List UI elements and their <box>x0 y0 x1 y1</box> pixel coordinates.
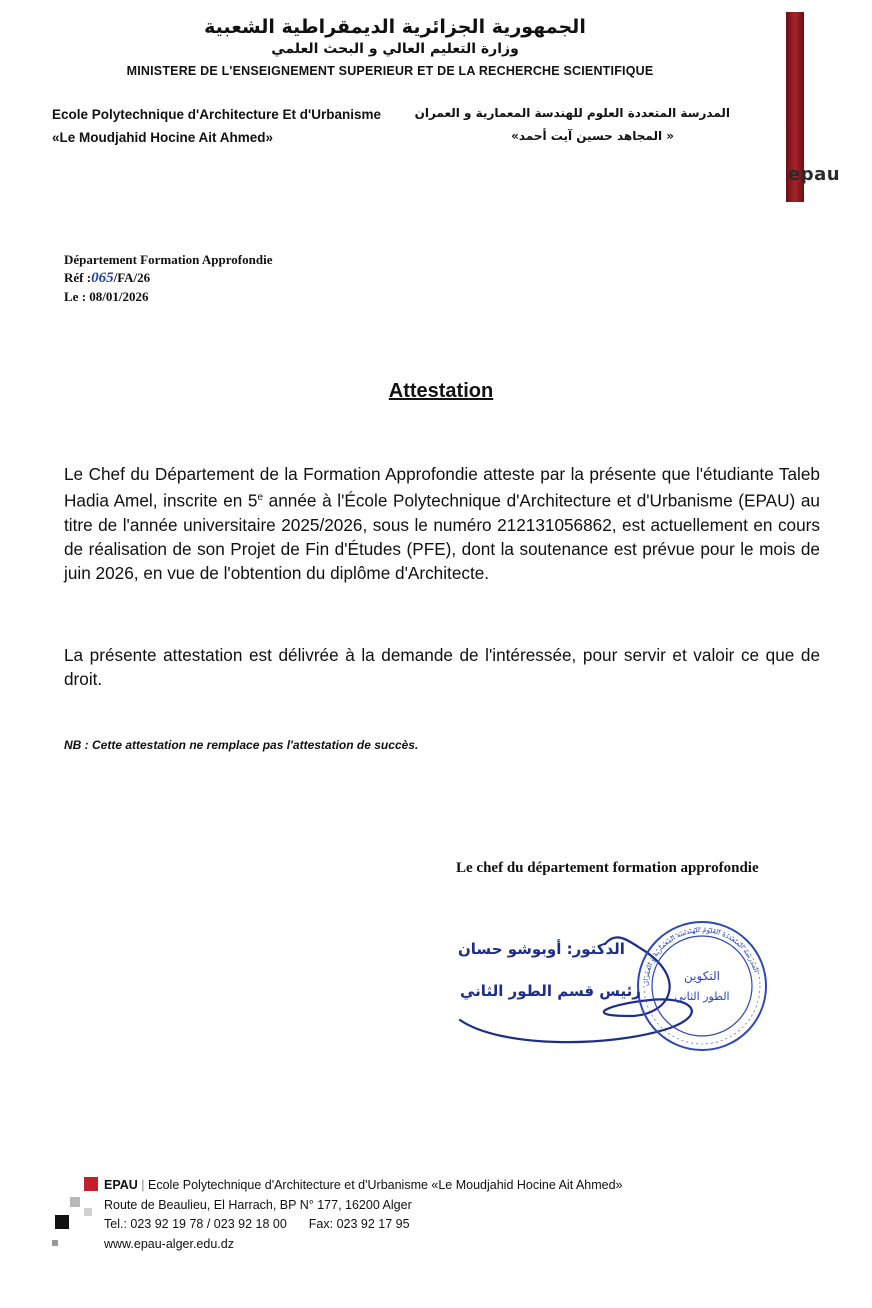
footer-separator: | <box>137 1178 149 1192</box>
footer-tel: Tel.: 023 92 19 78 / 023 92 18 00 <box>104 1217 287 1231</box>
footer-fax: Fax: 023 92 17 95 <box>308 1217 410 1231</box>
stamp-inner-line-2: الطور الثاني <box>674 990 730 1003</box>
footer-brand: EPAU <box>104 1178 138 1192</box>
para1-superscript: e <box>257 492 264 503</box>
para1-text-a: Le Chef du Département de la Formation Approfondie atteste par la présente que l'étudiante Taleb Hadia Amel, inscrite en 5 <box>64 464 820 511</box>
footer-logo-light-square <box>84 1208 92 1216</box>
footer-logo-grey-square <box>70 1197 80 1207</box>
french-ministry-heading: MINISTERE DE L'ENSEIGNEMENT SUPERIEUR ET DE LA RECHERCHE SCIENTIFIQUE <box>126 64 654 78</box>
body-paragraph-1 <box>64 462 820 585</box>
footer-address: Route de Beaulieu, El Harrach, BP N° 177, 16200 Alger <box>104 1198 412 1212</box>
stamp-ring-text: المدرسة المتعددة العلوم للهندسة المعمارية و العمران <box>641 925 761 987</box>
nb-note: NB : Cette attestation ne remplace pas l'attestation de succès. <box>64 738 419 752</box>
footer-logo-black-square <box>55 1215 69 1229</box>
school-name-fr: Ecole Polytechnique d'Architecture Et d'Urbanisme <box>52 107 381 122</box>
document-title: Attestation <box>388 380 494 402</box>
footer-line-1 <box>104 1176 623 1195</box>
ref-handwritten-number: 065 <box>91 270 114 286</box>
ref-suffix: /FA/26 <box>113 270 151 285</box>
footer-logo-red-square <box>84 1177 98 1191</box>
round-stamp <box>638 922 766 1050</box>
para1-text-b: année à l'École Polytechnique d'Architecture et d'Urbanisme (EPAU) au titre de l'année universitaire 2025/2026, sous le numéro 212131056862, est actuellement en cours de réalisation de son Projet de Fin d'Études (PFE), dont la soutenance est prévue pour le mois de juin 2026, en vue de l'obtention du diplôme d'Architecte. <box>64 490 820 583</box>
school-subtitle-fr: «Le Moudjahid Hocine Ait Ahmed» <box>52 130 274 145</box>
epau-logo-text: epau <box>788 164 841 185</box>
ref-label: Réf : <box>64 270 92 285</box>
arabic-ministry-heading: وزارة التعليم العالي و البحث العلمي <box>271 41 519 57</box>
school-subtitle-ar: « المجاهد حسين آيت أحمد» <box>511 129 674 143</box>
signatory-title: Le chef du département formation approfondie <box>456 860 759 876</box>
footer-logo-dot <box>52 1240 58 1246</box>
department-label: Département Formation Approfondie <box>64 252 273 267</box>
signatory-role-ar: رئيس قسم الطور الثاني <box>460 982 641 1000</box>
body-paragraph-2: La présente attestation est délivrée à la demande de l'intéressée, pour servir et valoir ce que de droit. <box>64 645 820 689</box>
school-name-ar: المدرسة المتعددة العلوم للهندسة المعمارية و العمران <box>414 106 730 120</box>
signatory-name-ar: الدكتور: أوبوشو حسان <box>458 940 625 958</box>
date-line: Le : 08/01/2026 <box>64 289 149 304</box>
footer-website-link[interactable]: www.epau-alger.edu.dz <box>104 1237 234 1251</box>
stamp-inner-line-1: التكوين <box>684 969 720 983</box>
arabic-republic-heading: الجمهورية الجزائرية الديمقراطية الشعبية <box>204 16 586 38</box>
reference-line <box>64 270 150 287</box>
footer-contact-line <box>104 1215 410 1234</box>
footer-school-name: Ecole Polytechnique d'Architecture et d'Urbanisme «Le Moudjahid Hocine Ait Ahmed» <box>148 1178 623 1192</box>
